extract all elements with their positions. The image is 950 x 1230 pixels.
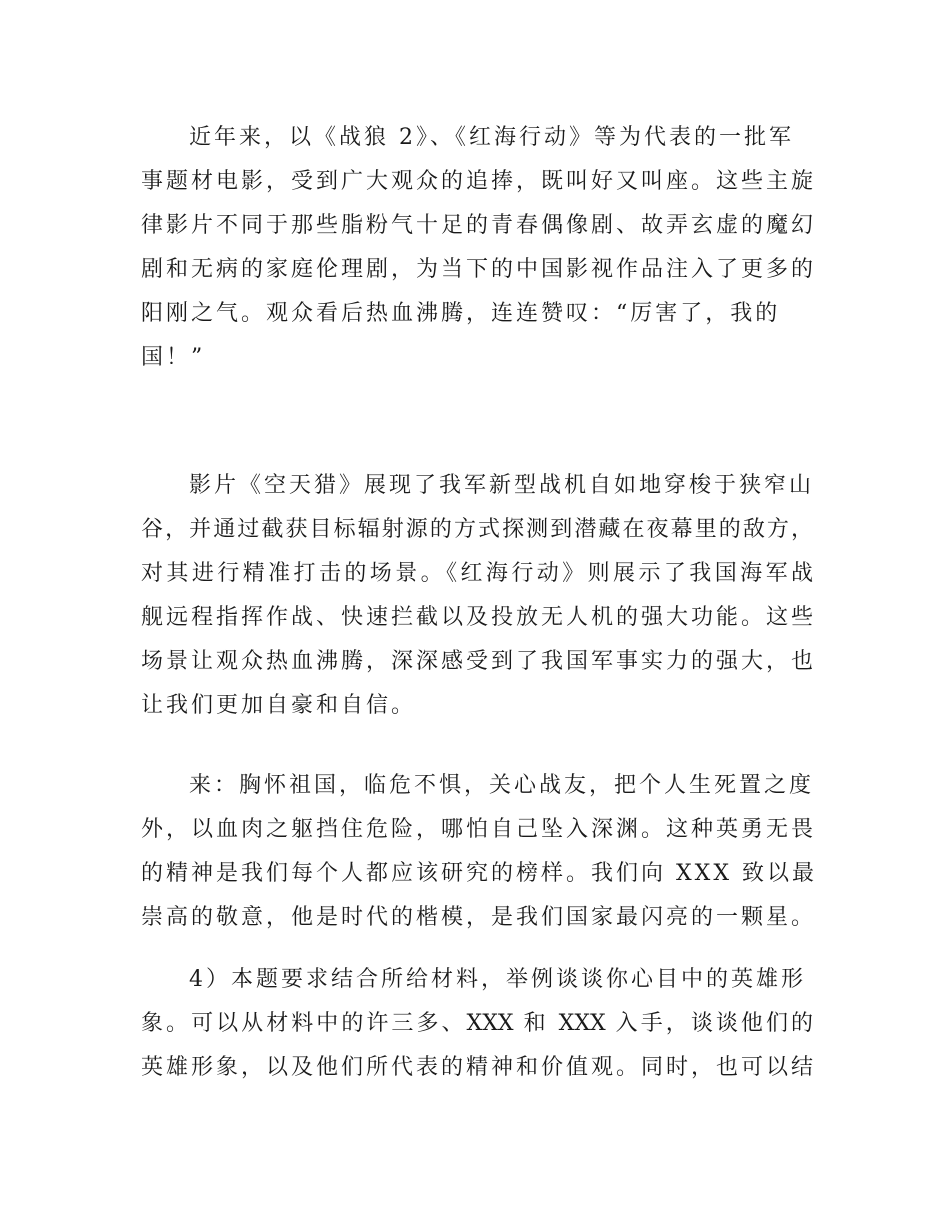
- text-line: 国！”: [141, 345, 206, 370]
- paragraph-question-4: [141, 958, 813, 1090]
- text-line: 舰远程指挥作战、快速拦截以及投放无人机的强大功能。这些: [141, 605, 813, 630]
- text-line: 阳刚之气。观众看后热血沸腾，连连赞叹：“厉害了，我的: [141, 301, 781, 326]
- text-line: 剧和无病的家庭伦理剧，为当下的中国影视作品注入了更多的: [141, 257, 813, 282]
- text-line: 影片《空天猎》展现了我军新型战机自如地穿梭于狭窄山: [189, 473, 815, 498]
- text-line: 的精神是我们每个人都应该研究的榜样。我们向 XXX 致以最: [141, 861, 817, 886]
- text-line: 崇高的敬意，他是时代的楷模，是我们国家最闪亮的一颗星。: [141, 905, 813, 930]
- text-line: 对其进行精准打击的场景。《红海行动》则展示了我国海军战: [141, 561, 813, 586]
- paragraph-film-scenes: [141, 464, 813, 728]
- text-line: 场景让观众热血沸腾，深深感受到了我国军事实力的强大，也: [141, 649, 813, 674]
- text-line: 4）本题要求结合所给材料，举例谈谈你心目中的英雄形: [189, 967, 806, 992]
- text-line: 谷，并通过截获目标辐射源的方式探测到潜藏在夜幕里的敌方，: [141, 517, 813, 542]
- paragraph-hero-spirit: [141, 764, 817, 940]
- text-line: 外，以血肉之躯挡住危险，哪怕自己坠入深渊。这种英勇无畏: [141, 817, 813, 842]
- text-line: 事题材电影，受到广大观众的追捧，既叫好又叫座。这些主旋: [141, 169, 813, 194]
- text-line: 英雄形象，以及他们所代表的精神和价值观。同时，也可以结: [141, 1055, 813, 1080]
- text-line: 让我们更加自豪和自信。: [141, 693, 417, 718]
- text-line: 近年来，以《战狼 2》、《红海行动》等为代表的一批军: [189, 125, 794, 150]
- paragraph-film-intro: [141, 116, 813, 380]
- text-line: 律影片不同于那些脂粉气十足的青春偶像剧、故弄玄虚的魔幻: [141, 213, 813, 238]
- text-line: 来：胸怀祖国，临危不惧，关心战友，把个人生死置之度: [189, 773, 815, 798]
- text-line: 象。可以从材料中的许三多、XXX 和 XXX 入手，谈谈他们的: [141, 1011, 813, 1036]
